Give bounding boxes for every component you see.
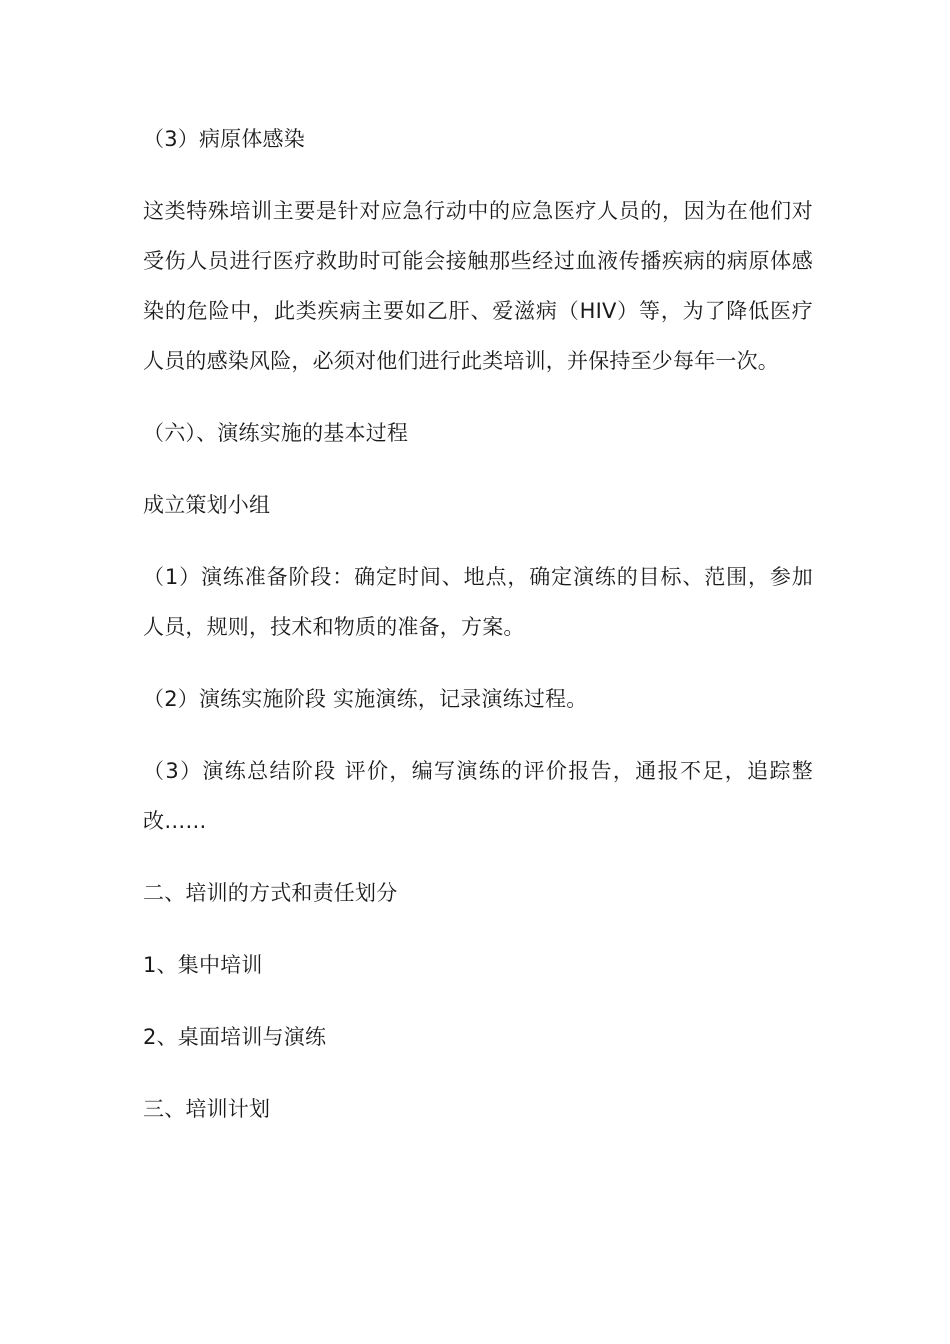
planning-group-line: 成立策划小组	[143, 493, 271, 517]
pathogen-training-paragraph: 这类特殊培训主要是针对应急行动中的应急医疗人员的，因为在他们对受伤人员进行医疗救助时可能会接触那些经过血液传播疾病的病原体感染的危险中，此类疾病主要如乙肝、爱滋病（HIV）等，为了降低医疗人员的感染风险，必须对他们进行此类培训，并保持至少每年一次。	[143, 199, 813, 373]
section-heading-training-methods: 二、培训的方式和责任划分	[143, 881, 398, 905]
section-heading-drill-process: （六）、演练实施的基本过程	[143, 421, 409, 445]
drill-implementation-stage: （2）演练实施阶段 实施演练，记录演练过程。	[143, 687, 588, 711]
section-heading-training-plan: 三、培训计划	[143, 1097, 271, 1121]
subsection-heading-pathogen-infection: （3）病原体感染	[143, 127, 305, 151]
list-item-centralized-training: 1、集中培训	[143, 953, 263, 977]
drill-preparation-stage: （1）演练准备阶段：确定时间、地点，确定演练的目标、范围，参加人员，规则，技术和物质的准备，方案。	[143, 565, 813, 639]
drill-summary-stage: （3）演练总结阶段 评价，编写演练的评价报告，通报不足，追踪整改……	[143, 759, 813, 833]
list-item-tabletop-training: 2、桌面培训与演练	[143, 1025, 327, 1049]
document-body	[143, 114, 813, 1134]
